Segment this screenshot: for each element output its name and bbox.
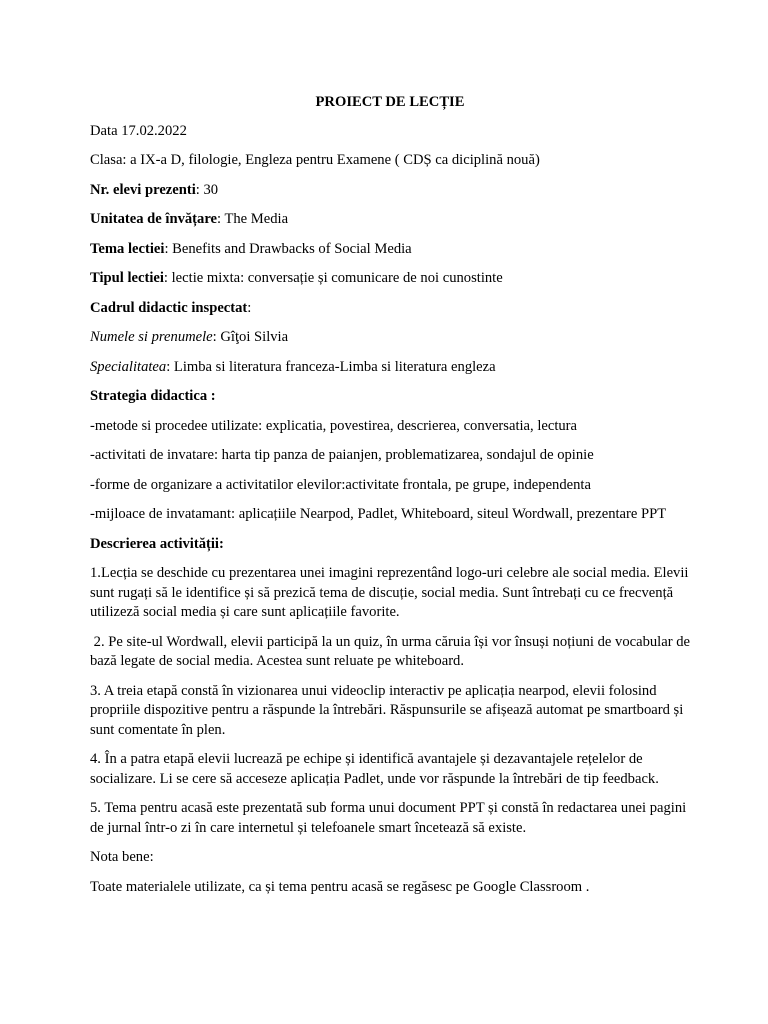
type-value: : lectie mixta: conversație și comunicare de noi cunostinte xyxy=(163,270,503,286)
students-value: : 30 xyxy=(195,181,219,198)
unit-label: Unitatea de învățare xyxy=(90,211,218,227)
activity-paragraph: 3. A treia etapă constă în vizionarea unui videoclip interactiv pe aplicația nearpod, elevii folosind propriile dispozitive pentru a răspunde la întrebări. Răspunsurile se afișează automat pe smartboard și sunt comentate în plen. xyxy=(90,682,684,738)
activities-heading: Descrierea activității: xyxy=(90,535,224,552)
students-line xyxy=(90,181,690,201)
teacher-name-value: : Gîţoi Silvia xyxy=(212,329,289,345)
class-line: Clasa: a IX-a D, filologie, Engleza pentru Examene ( CDȘ ca diciplină nouă) xyxy=(90,152,540,168)
theme-label: Tema lectiei xyxy=(90,240,165,257)
teacher-heading-label: Cadrul didactic inspectat xyxy=(90,299,248,316)
specialty-value: : Limba si literatura franceza-Limba si literatura engleza xyxy=(166,358,496,375)
theme-value: : Benefits and Drawbacks of Social Media xyxy=(164,240,412,257)
teacher-name-line xyxy=(90,328,690,348)
teacher-heading-line xyxy=(90,299,690,319)
strategy-item: -activitati de invatare: harta tip panza de paianjen, problematizarea, sondajul de opinie xyxy=(90,447,594,463)
unit-value: : The Media xyxy=(217,211,289,227)
unit-line xyxy=(90,210,690,230)
students-label: Nr. elevi prezenti xyxy=(90,181,196,198)
specialty-line xyxy=(90,358,690,378)
activity-paragraph: 1.Lecția se deschide cu prezentarea unei imagini reprezentând logo-uri celebre ale social media. Elevii sunt rugați să le identifice și să prezică tema de discuție, social media. Sunt întrebați cu ce frecvență utilizeză social media și care sunt aplicațiile favorite. xyxy=(90,565,689,620)
activity-paragraph: 4. În a patra etapă elevii lucrează pe echipe și identifică avantajele și dezavantajele rețelelor de socializare. Li se cere să acceseze aplicația Padlet, unde vor răspunde la întrebări de tip feedback. xyxy=(90,751,659,787)
teacher-heading-value: : xyxy=(247,299,252,316)
nota-bene: Nota bene: xyxy=(90,849,154,865)
strategy-item: -forme de organizare a activitatilor elevilor:activitate frontala, pe grupe, independenta xyxy=(90,476,591,493)
strategy-item: -metode si procedee utilizate: explicatia, povestirea, descrierea, conversatia, lectura xyxy=(90,417,578,434)
teacher-name-label: Numele si prenumele xyxy=(90,329,213,345)
activity-paragraph: 2. Pe site-ul Wordwall, elevii participă la un quiz, în urma căruia își vor însuși noțiuni de vocabular de bază legate de social media. Acestea sunt reluate pe whiteboard. xyxy=(90,633,694,669)
document-page xyxy=(90,93,694,907)
activity-paragraph: 5. Tema pentru acasă este prezentată sub forma unui document PPT și constă în redactarea unei pagini de jurnal într-o zi în care internetul și telefoanele smart încetează să existe. xyxy=(90,800,687,836)
document-title: PROIECT DE LECȚIE xyxy=(315,94,465,110)
specialty-label: Specialitatea xyxy=(90,358,167,375)
strategy-item: -mijloace de invatamant: aplicațiile Nearpod, Padlet, Whiteboard, siteul Wordwall, prezentare PPT xyxy=(90,506,667,522)
type-line xyxy=(90,269,690,289)
closing-note: Toate materialele utilizate, ca și tema pentru acasă se regăsesc pe Google Classroom . xyxy=(90,878,590,895)
strategy-heading: Strategia didactica : xyxy=(90,388,216,404)
date-line: Data 17.02.2022 xyxy=(90,122,187,139)
theme-line xyxy=(90,240,690,260)
type-label: Tipul lectiei xyxy=(90,270,164,286)
